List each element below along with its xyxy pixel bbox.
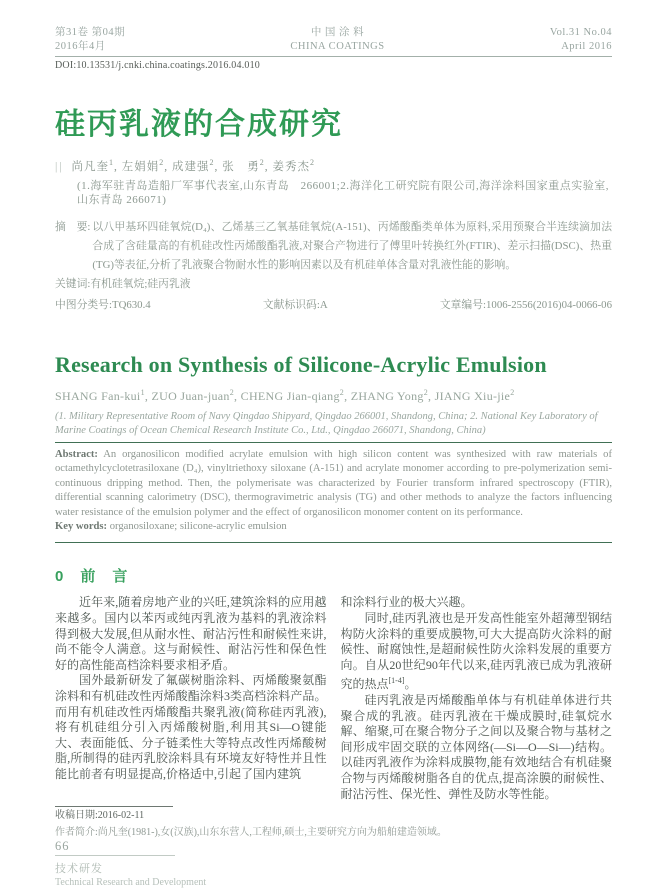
author-superscript: 2 <box>229 388 235 397</box>
article-title-en: Research on Synthesis of Silicone-Acrylic Emulsion <box>55 352 547 377</box>
article-id-value: 1006-2556(2016)04-0066-06 <box>486 299 612 311</box>
scan-artifact-marks: || <box>55 161 64 173</box>
body-column-right <box>341 595 613 802</box>
issue-info-en <box>550 26 612 54</box>
author-name: CHENG Jian-qiang <box>240 389 340 403</box>
article-id-label: 文章编号: <box>439 299 487 311</box>
abstract-cn-text: 以八甲基环四硅氧烷(D₄)、乙烯基三乙氧基硅氧烷(A-151)、丙烯酸酯类单体为原料,采用预聚合半连续滴加法合成了含硅量高的有机硅改性丙烯酸酯乳液,对聚合产物进行了傅里叶转换红外(FTIR)、差示扫描(DSC)、热重(TG)等表征,分析了乳液聚合物耐水性的影响因素以及有机硅单体含量对乳液性能的影响。 <box>92 221 612 271</box>
author-name: 成建强 <box>171 161 210 173</box>
author-superscript: 2 <box>339 388 345 397</box>
author-en <box>152 389 241 403</box>
paragraph-text: 。 <box>404 677 417 692</box>
bio-label: 作者简介: <box>55 826 98 838</box>
citation-superscript: [1-4] <box>388 676 405 686</box>
paragraph-text: 同时,硅丙乳液也是开发高性能室外超薄型钢结构防火涂料的重要成膜物,可大大提高防火涂料的耐候性、耐腐蚀性,是超耐候性防火涂料发展的重要方向。自从20世纪90年代以来,硅丙乳液已成为乳液研究的热点 <box>340 611 612 692</box>
header-divider <box>55 56 612 57</box>
abstract-en-text: An organosilicon modified acrylate emulsion with high silicon content was synthesized with raw materials of octamethylcyclotetrasiloxane (D₄), vinyltriethoxy siloxane (A-151) and acrylate monomer according to pre-polymerization semi-continuous dripping method. Then, the polymerisate was characterized by Fourier transform infrared spectroscopy (FTIR), differential scanning calorimetry (DSC), thermogravimetric analysis (TG) and other methods to analyze the factors influencing water resistance of the emulsion polymer and the effect of organosilicon monomer content on its performance. <box>55 449 612 518</box>
footnote-rule <box>55 806 173 807</box>
author-superscript: 2 <box>159 158 165 168</box>
abstract-en-block <box>55 443 612 537</box>
journal-name <box>290 26 384 54</box>
page-number: 66 <box>55 839 70 854</box>
issue-date-en: April 2016 <box>561 41 612 52</box>
body-column-left <box>55 595 327 802</box>
author-superscript: 2 <box>309 158 315 168</box>
classification-row <box>55 298 612 312</box>
keywords-en-label: Key words: <box>55 521 108 533</box>
doc-code-value: A <box>319 299 328 311</box>
author-name: ZUO Juan-juan <box>151 389 230 403</box>
keywords-cn-text: 有机硅氧烷;硅丙乳液 <box>90 278 191 290</box>
author-en <box>55 389 152 403</box>
keywords-en-row <box>55 520 612 534</box>
clc-number <box>55 298 151 312</box>
abstract-en-label: Abstract: <box>55 449 98 460</box>
abstract-cn-label: 摘 要: <box>55 221 91 233</box>
author-superscript: 1 <box>108 158 114 168</box>
author-name: SHANG Fan-kui <box>55 389 141 403</box>
received-value: 2016-02-11 <box>97 810 145 822</box>
author-separator: , <box>344 389 351 403</box>
body-paragraph <box>341 611 613 693</box>
author-cn <box>272 158 315 173</box>
author-cn <box>171 158 219 173</box>
author-cn <box>222 158 269 173</box>
author-cn <box>121 158 169 173</box>
volume-issue-cn: 第31卷 第04期 <box>55 27 126 38</box>
author-superscript: 2 <box>259 158 265 168</box>
author-superscript: 2 <box>209 158 215 168</box>
affiliation-cn: (1.海军驻青岛造船厂军事代表室,山东青岛 266001;2.海洋化工研究院有限公司,海洋涂料国家重点实验室,山东青岛 266071) <box>77 180 609 206</box>
journal-name-en: CHINA COATINGS <box>290 41 385 52</box>
author-separator: , <box>214 161 219 173</box>
body-paragraph: 近年来,随着房地产业的兴旺,建筑涂料的应用越来越多。国内以苯丙或纯丙乳液为基料的乳液涂料得到极大发展,但从耐水性、耐沾污性和耐候性来讲,尚不能令人满意。这与耐候性、耐沾污性和保色性好的高性能高档涂料要求相矛盾。 <box>55 595 327 672</box>
body-paragraph-continuation: 和涂料行业的极大兴趣。 <box>340 595 473 610</box>
document-code <box>263 298 328 312</box>
article-title-cn: 硅丙乳液的合成研究 <box>55 108 343 141</box>
author-name: 张 勇 <box>222 161 260 173</box>
author-name: 姜秀杰 <box>272 161 310 173</box>
column-name-en: Technical Research and Development <box>55 877 207 888</box>
volume-issue-en: Vol.31 No.04 <box>549 27 612 38</box>
author-en <box>241 389 351 403</box>
author-name: JIANG Xiu-jie <box>434 389 511 403</box>
body-columns <box>55 595 612 802</box>
authors-en <box>55 388 612 404</box>
body-paragraph: 国外最新研发了氟碳树脂涂料、丙烯酸聚氨酯涂料和有机硅改性丙烯酸酯涂料3类高档涂料产品。而用有机硅改性丙烯酸酯共聚乳液(简称硅丙乳液),将有机硅组分引入丙烯酸树脂,利用其Si—O键能大、表面能低、分子链柔性大等特点改性丙烯酸树脂,所制得的硅丙乳胶涂料具有环境友好特性并且性能比前者有明显提高,价格适中,引起了国内建筑 <box>55 673 327 781</box>
abstract-en-paragraph <box>55 448 612 520</box>
clc-label: 中图分类号: <box>55 299 112 311</box>
section-heading-intro: 0 前 言 <box>55 568 129 586</box>
keywords-cn-row <box>55 277 612 292</box>
journal-header <box>55 26 612 54</box>
author-separator: , <box>234 389 241 403</box>
author-superscript: 2 <box>510 388 515 397</box>
issue-date-cn: 2016年4月 <box>55 41 106 52</box>
received-date-line <box>55 809 612 823</box>
journal-name-cn: 中 国 涂 料 <box>310 27 365 38</box>
footnote-block <box>55 806 612 839</box>
author-superscript: 2 <box>423 388 429 397</box>
author-superscript: 1 <box>140 388 145 397</box>
author-name: ZHANG Yong <box>350 389 424 403</box>
author-separator: , <box>428 389 435 403</box>
bio-text: 尚凡奎(1981-),女(汉族),山东东营人,工程师,硕士,主要研究方向为船舶建造领域。 <box>97 826 447 838</box>
abstract-bottom-rule <box>55 542 612 543</box>
authors-cn <box>55 158 612 174</box>
issue-info-cn <box>55 26 125 54</box>
author-name: 尚凡奎 <box>71 161 109 173</box>
abstract-cn-row <box>55 218 612 275</box>
received-label: 收稿日期: <box>55 810 98 822</box>
keywords-cn-label: 关键词: <box>55 278 91 290</box>
abstract-cn-block <box>55 218 612 312</box>
author-separator: , <box>164 161 169 173</box>
clc-value: TQ630.4 <box>111 299 151 311</box>
author-en <box>351 389 435 403</box>
author-separator: , <box>113 161 118 173</box>
footer-rule <box>55 855 175 856</box>
column-name-cn: 技术研发 <box>55 863 103 876</box>
author-bio-line <box>55 826 612 840</box>
body-paragraph: 硅丙乳液是丙烯酸酯单体与有机硅单体进行共聚合成的乳液。硅丙乳液在干燥成膜时,硅氧烷水解、缩聚,可在聚合物分子之间以及聚合物与基材之间形成牢固交联的立体网络(—Si—O—Si—)结构。以硅丙乳液作为涂料成膜物,能有效地结合有机硅聚合物与丙烯酸树脂各自的优点,提高涂膜的耐候性、耐沾污性、保光性、弹性及防水等性能。 <box>340 693 612 801</box>
doi-line: DOI:10.13531/j.cnki.china.coatings.2016.04.010 <box>55 60 261 71</box>
doc-code-label: 文献标识码: <box>262 299 320 311</box>
author-name: 左娟娟 <box>121 161 160 173</box>
author-separator: , <box>264 161 269 173</box>
author-cn <box>71 158 118 173</box>
affiliation-en: (1. Military Representative Room of Navy Qingdao Shipyard, Qingdao 266001, Shandong, China; 2. National Key Laboratory of Marine Coatings of Ocean Chemical Research Institute Co., Ltd., Qingdao 266071, Shandong, China) <box>55 411 598 436</box>
page-footer <box>55 839 612 888</box>
article-id <box>440 298 612 312</box>
author-separator: , <box>144 389 152 403</box>
author-en <box>435 389 515 403</box>
keywords-en-text: organosiloxane; silicone-acrylic emulsion <box>109 521 287 533</box>
